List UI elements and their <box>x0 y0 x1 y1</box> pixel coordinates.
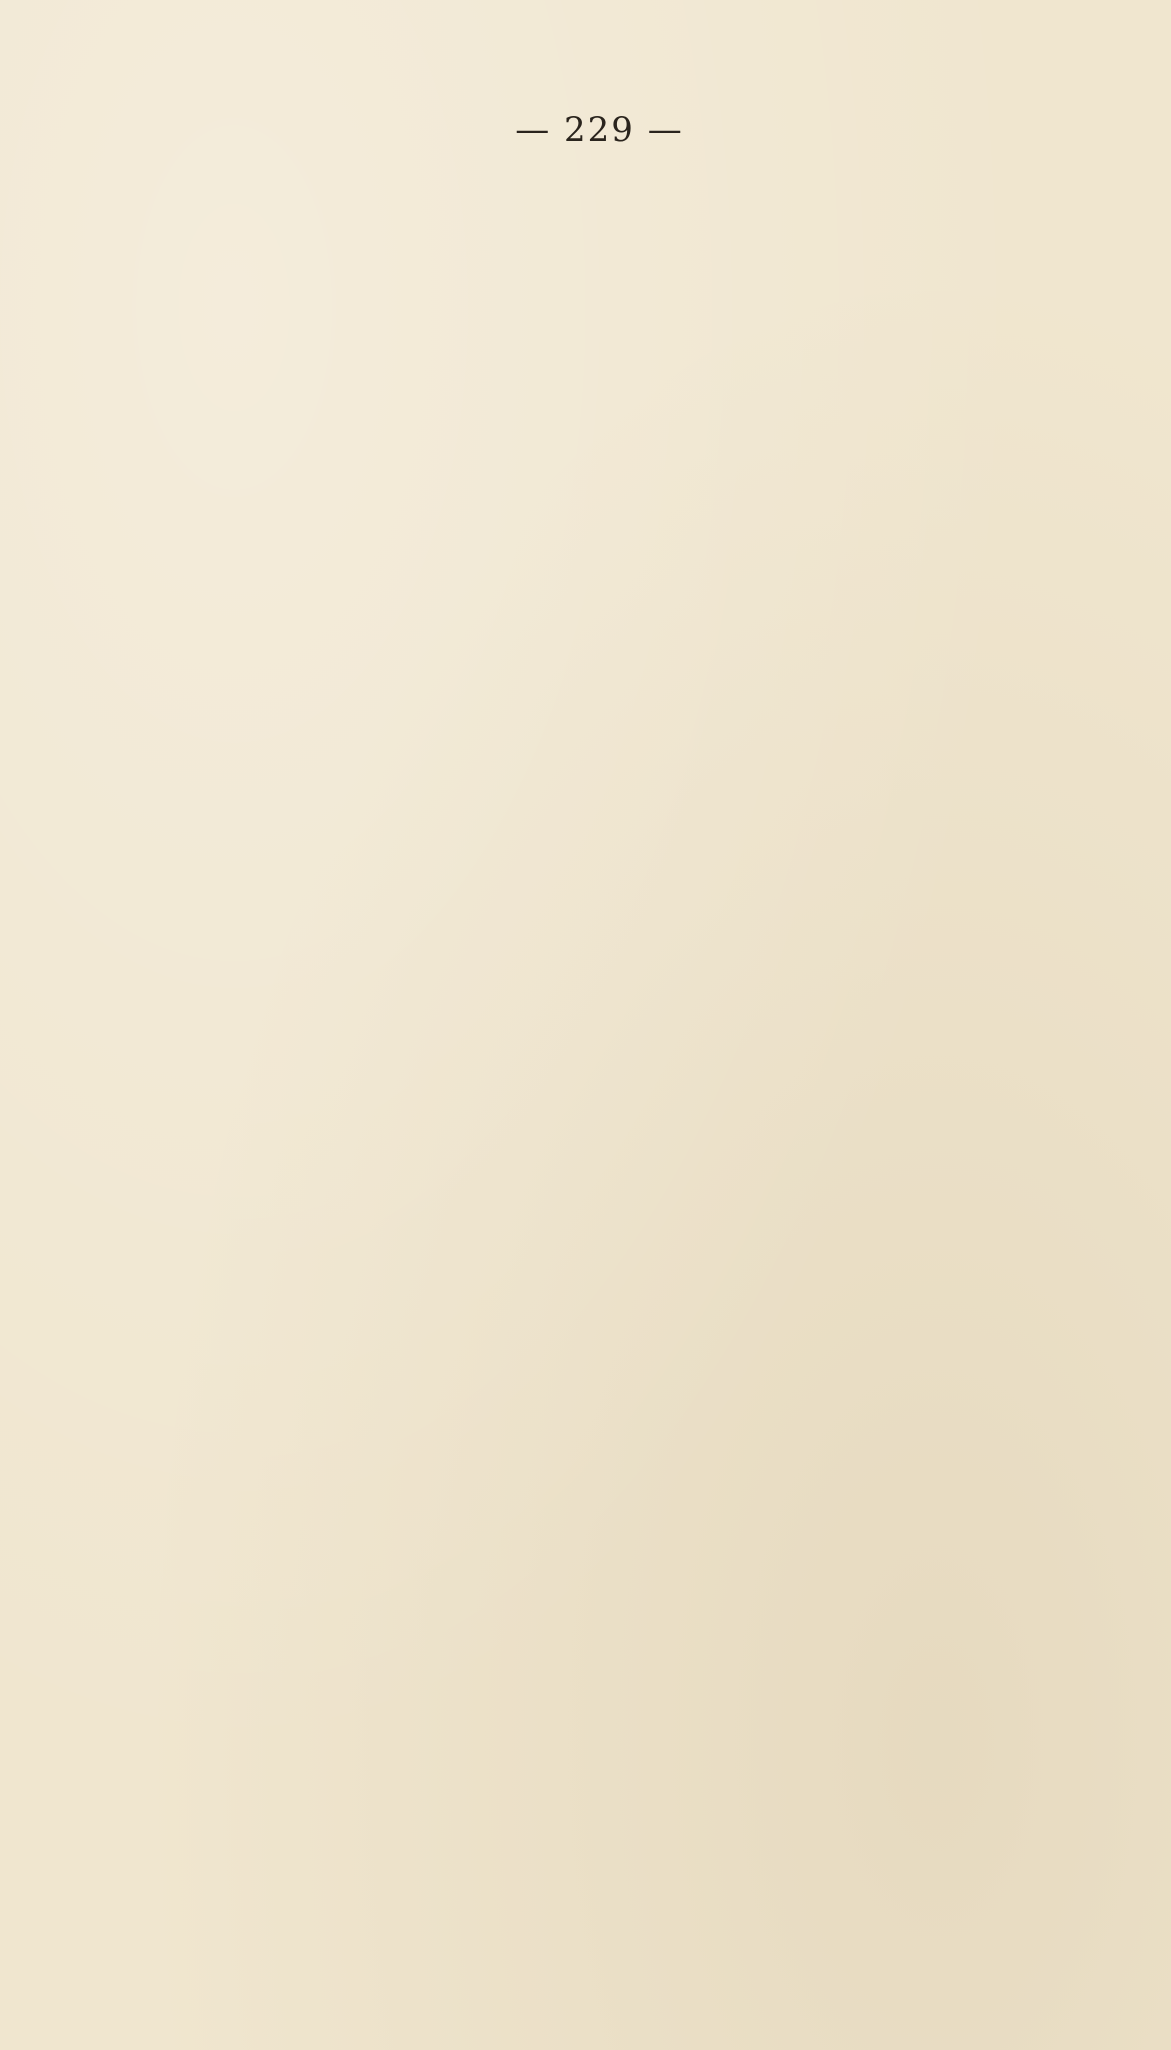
page-number: — 229 — <box>515 110 684 150</box>
